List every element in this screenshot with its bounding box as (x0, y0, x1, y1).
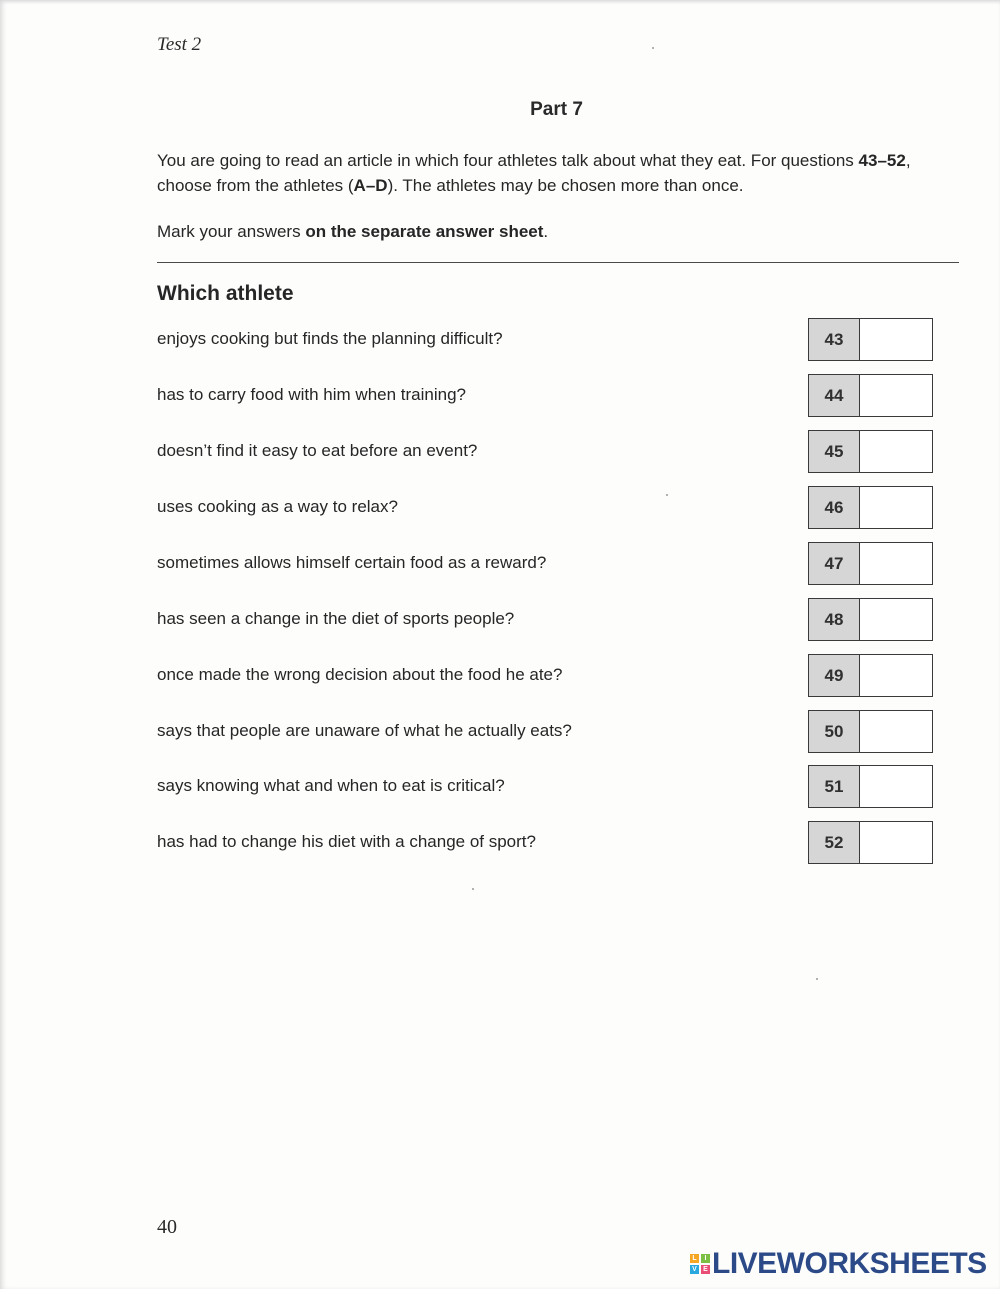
question-row (0, 374, 1000, 418)
answer-box (808, 654, 933, 697)
logo-letter: E (701, 1265, 710, 1274)
answer-input[interactable] (860, 375, 932, 416)
logo-letter: V (690, 1265, 699, 1274)
answer-box (808, 374, 933, 417)
answer-box (808, 765, 933, 808)
question-row (0, 765, 1000, 809)
answer-box (808, 486, 933, 529)
question-text: says that people are unaware of what he actually eats? (157, 721, 572, 740)
question-number: 49 (809, 655, 860, 696)
answer-input[interactable] (860, 655, 932, 696)
answer-box (808, 821, 933, 864)
logo-letter: I (701, 1254, 710, 1263)
question-number: 48 (809, 599, 860, 640)
question-row (0, 821, 1000, 865)
answer-input[interactable] (860, 543, 932, 584)
answer-input[interactable] (860, 599, 932, 640)
question-number: 45 (809, 431, 860, 472)
question-text: has to carry food with him when training? (157, 385, 466, 404)
question-row (0, 318, 1000, 362)
answer-box (808, 542, 933, 585)
watermark-text: LIVEWORKSHEETS (712, 1247, 987, 1280)
question-text: says knowing what and when to eat is critical? (157, 776, 505, 795)
answer-input[interactable] (860, 319, 932, 360)
question-text: has seen a change in the diet of sports people? (157, 609, 515, 628)
answer-box (808, 430, 933, 473)
question-number: 46 (809, 487, 860, 528)
page-number: 40 (157, 1216, 177, 1238)
question-text: doesn’t find it easy to eat before an event? (157, 441, 478, 460)
part-title: Part 7 (530, 99, 583, 120)
test-label: Test 2 (157, 34, 202, 55)
answer-box (808, 318, 933, 361)
question-number: 47 (809, 543, 860, 584)
intro-paragraph (157, 148, 967, 198)
answer-input[interactable] (860, 711, 932, 752)
answer-box (808, 598, 933, 641)
question-row (0, 598, 1000, 642)
question-text: uses cooking as a way to relax? (157, 497, 398, 516)
question-number: 52 (809, 822, 860, 863)
question-row (0, 430, 1000, 474)
answer-input[interactable] (860, 822, 932, 863)
question-text: sometimes allows himself certain food as a reward? (157, 553, 547, 572)
scan-speck (652, 47, 654, 49)
question-row (0, 542, 1000, 586)
intro-text-3: ). The athletes may be chosen more than once. (387, 176, 744, 195)
answer-sheet-instruction (157, 222, 548, 242)
question-number: 51 (809, 766, 860, 807)
logo-letter: L (690, 1254, 699, 1263)
liveworksheets-watermark (690, 1248, 987, 1280)
answer-input[interactable] (860, 431, 932, 472)
answer-input[interactable] (860, 766, 932, 807)
mark-bold: on the separate answer sheet (305, 222, 544, 241)
mark-prefix: Mark your answers (157, 222, 306, 241)
scan-speck (816, 978, 818, 980)
divider (157, 262, 959, 263)
question-text: enjoys cooking but finds the planning difficult? (157, 329, 503, 348)
answer-box (808, 710, 933, 753)
question-text: once made the wrong decision about the food he ate? (157, 665, 563, 684)
question-range: 43–52 (858, 151, 906, 170)
question-row (0, 486, 1000, 530)
question-row (0, 654, 1000, 698)
mark-suffix: . (543, 222, 549, 241)
question-number: 44 (809, 375, 860, 416)
intro-text-2: , choose from the athletes ( (157, 151, 911, 195)
athlete-options: A–D (353, 176, 388, 195)
answer-input[interactable] (860, 487, 932, 528)
intro-text-1: You are going to read an article in which four athletes talk about what they eat. For questions (157, 151, 859, 170)
section-heading: Which athlete (157, 282, 294, 305)
question-number: 43 (809, 319, 860, 360)
liveworksheets-logo-icon (690, 1254, 710, 1274)
question-number: 50 (809, 711, 860, 752)
scan-speck (472, 888, 474, 890)
instructions (157, 148, 967, 198)
question-row (0, 710, 1000, 754)
question-text: has had to change his diet with a change of sport? (157, 832, 536, 851)
scan-speck (666, 494, 668, 496)
